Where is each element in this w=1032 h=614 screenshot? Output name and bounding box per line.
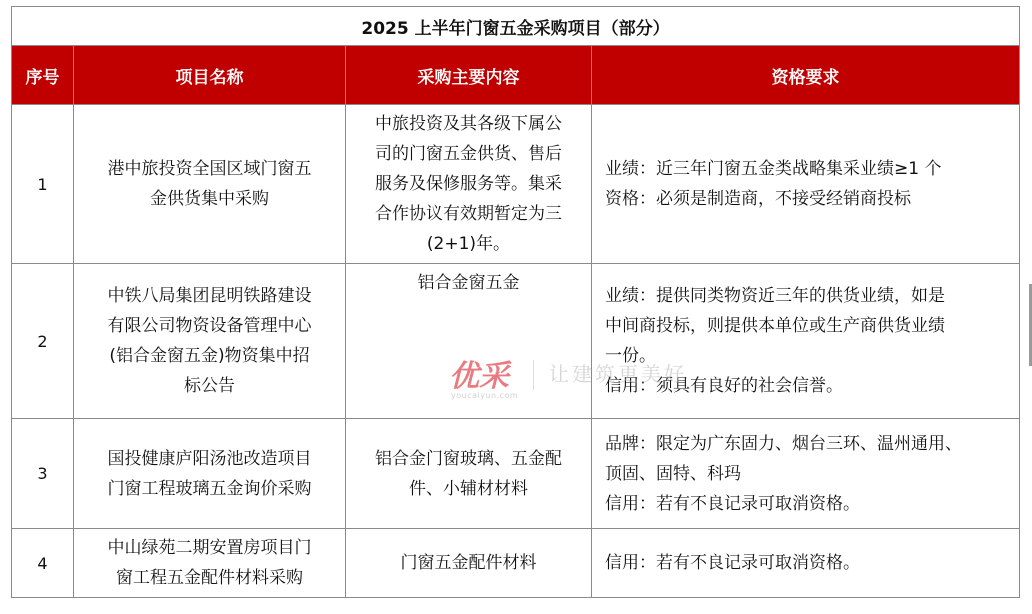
row-number: 3 [12,419,74,529]
requirement-line: 顶固、固特、科玛 [605,463,741,484]
project-name-cell [74,419,346,529]
content-line: (2+1)年。 [426,234,511,254]
project-name-line: 中山绿苑二期安置房项目门 [107,538,312,558]
project-name-line: 有限公司物资设备管理中心 [107,316,312,336]
project-name-cell [74,105,346,264]
project-name-line: 国投健康庐阳汤池改造项目 [107,448,312,469]
requirement-line: 中间商投标，则提供本单位或生产商供货业绩 [605,316,945,336]
project-name-line: 港中旅投资全国区域门窗五 [107,159,312,179]
content-cell [346,264,592,419]
content-cell [346,419,592,529]
requirement-line: 信用：须具有良好的社会信誉。 [605,376,843,396]
row-number: 1 [12,105,74,264]
requirement-line: 业绩：近三年门窗五金类战略集采业绩≥1 个 [605,159,942,179]
row-number: 4 [12,529,74,598]
requirements-cell [592,264,1020,419]
table-row [12,105,1020,264]
project-name-line: 门窗工程玻璃五金询价采购 [107,478,312,499]
project-name-line: 中铁八局集团昆明铁路建设 [107,286,312,306]
watermark-slogan: 让建筑更美好 [549,362,687,386]
requirement-line: 资格：必须是制造商，不接受经销商投标 [605,189,911,209]
project-name-line: 金供货集中采购 [150,189,269,209]
content-line: 司的门窗五金供货、售后 [375,144,562,164]
content-cell [346,105,592,264]
content-line: 件、小辅材材料 [409,478,528,499]
procurement-table [11,6,1020,598]
procurement-table-container [11,6,1020,598]
table-title: 2025 上半年门窗五金采购项目（部分） [12,7,1020,46]
header-name: 项目名称 [74,46,346,105]
header-requirements: 资格要求 [592,46,1020,105]
header-row [12,46,1020,105]
project-name-cell [74,529,346,598]
requirement-line: 一份。 [605,346,656,366]
header-content: 采购主要内容 [346,46,592,105]
requirements-cell [592,105,1020,264]
content-line: 中旅投资及其各级下属公 [375,114,562,134]
content-line: 铝合金门窗玻璃、五金配 [375,448,562,469]
content-cell [346,529,592,598]
requirement-line: 业绩：提供同类物资近三年的供货业绩，如是 [605,286,945,306]
requirements-cell [592,419,1020,529]
table-row [12,529,1020,598]
requirement-line: 信用：若有不良记录可取消资格。 [605,553,860,573]
project-name-line: 标公告 [184,376,235,396]
table-row [12,419,1020,529]
project-name-line: 窗工程五金配件材料采购 [116,568,303,588]
watermark-site: youcaiyun.com [451,391,519,400]
content-line: 服务及保修服务等。集采 [375,174,562,194]
requirements-cell [592,529,1020,598]
requirement-line: 品牌：限定为广东固力、烟台三环、温州通用、 [605,433,962,454]
content-line: 铝合金窗五金 [417,273,520,293]
table-row [12,264,1020,419]
project-name-cell [74,264,346,419]
content-line: 门窗五金配件材料 [400,553,537,573]
content-line: 合作协议有效期暂定为三 [375,204,562,224]
header-num: 序号 [12,46,74,105]
project-name-line: (铝合金窗五金)物资集中招 [109,346,310,366]
row-number: 2 [12,264,74,419]
requirement-line: 信用：若有不良记录可取消资格。 [605,493,860,514]
svg-text:优采: 优采 [449,359,509,392]
